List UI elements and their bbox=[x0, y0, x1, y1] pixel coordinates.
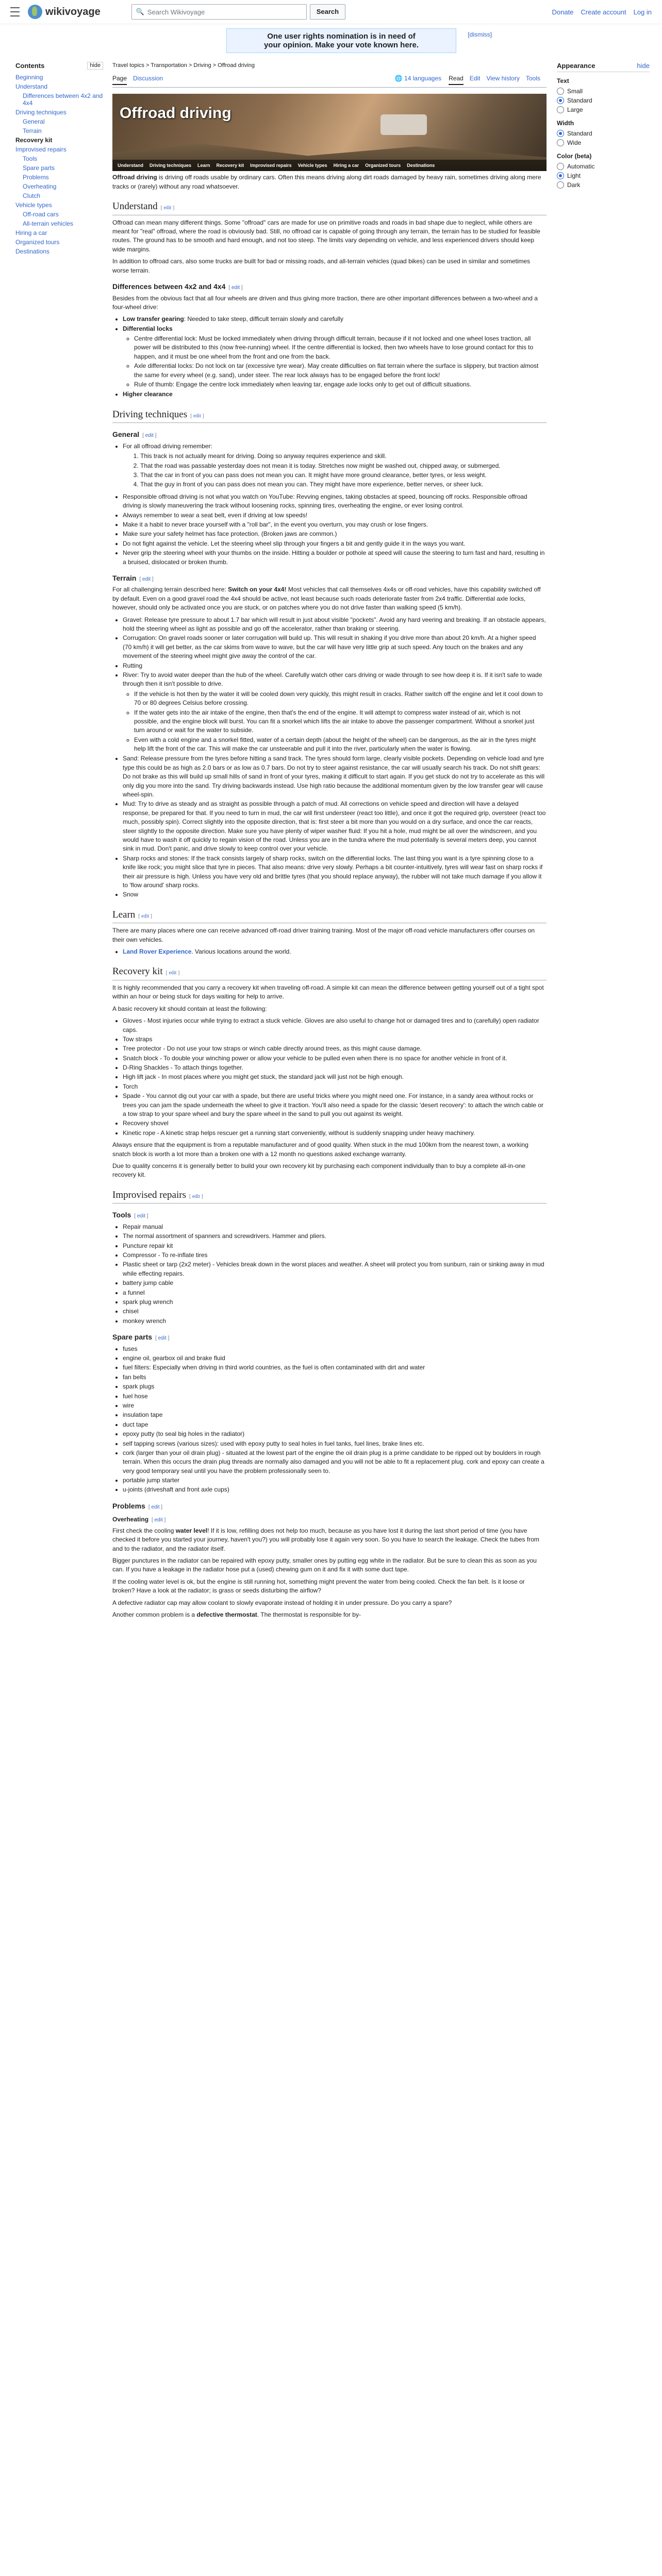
list-item: • cork (larger than your oil drain plug) - situated at the lowest part of the engine the oil drain plug is a prime candidate to be ripped out by boulders in rough terrain. When this occurs the drain plug threads are normally also damaged and you will not be able to fit a replacement plug. cork and epoxy can create a very good temporary seal until you have the problem professionally seen to. bbox=[123, 1449, 547, 1476]
heading-recovery-kit: Recovery kit [ edit ] bbox=[112, 964, 547, 980]
toc-item[interactable]: Understand bbox=[15, 83, 48, 90]
list-item: • Compressor - To re-inflate tires bbox=[123, 1251, 547, 1260]
toc-item[interactable]: All-terrain vehicles bbox=[23, 220, 74, 227]
radio-icon bbox=[557, 88, 564, 95]
list-item: • spark plugs bbox=[123, 1382, 547, 1391]
list-item: • Land Rover Experience. Various locations around the world. bbox=[123, 947, 547, 956]
toc-item[interactable]: Terrain bbox=[23, 127, 42, 134]
banner-nav-item[interactable]: Organized tours bbox=[365, 162, 401, 168]
recovery-list bbox=[112, 1016, 547, 1138]
page-tabs bbox=[112, 74, 547, 88]
list-item: 2. That the road was passable yesterday does not mean it is today. Stretches now might be washed out, chipped away, or submerged. bbox=[140, 462, 547, 470]
land-rover-link[interactable]: Land Rover Experience bbox=[123, 948, 192, 956]
list-item: • Sharp rocks and stones: If the track consists largely of sharp rocks, switch on the differential locks. The last thing you want is a tyre spinning close to a knife like rock; you might slice that tyre in pieces. That also means: drive very slowly. Perhaps a bit counter-intuitively, tyres will wear fast on sharp rocks if their air pressure is high. Unless you have very old and brittle tyres (that you should replace anyway), the rubber will not take much damage if you allow it to 'flow around' sharp rocks. bbox=[123, 854, 547, 890]
list-item: • monkey wrench bbox=[123, 1317, 547, 1326]
toc-item[interactable]: Problems bbox=[23, 174, 49, 181]
page-banner bbox=[112, 94, 547, 171]
paragraph: For all challenging terrain described here: Switch on your 4x4! Most vehicles that call themselves 4x4s or off-road vehicles, have this capability switched off by default. Even on a good gravel road the 4x4 should be active, not least because such roads deteriorate faster from 2x4 traffic. Differential axle locks, however, should only be activated once you are stuck, or on patches where you do not drive faster than walking speed (5 km/h). bbox=[112, 586, 541, 612]
list-item: ◦ Centre differential lock: Must be locked immediately when driving through difficult terrain, because if it not locked and one wheel loses traction, all power will be distributed to this (now free-running) wheel. If the centre differential is locked, then two wheels have to lose ground contact for this to happen, and it must be one wheel from the front and one from the back. bbox=[134, 334, 547, 361]
page-title: Offroad driving bbox=[120, 105, 231, 122]
list-item: • Recovery shovel bbox=[123, 1119, 547, 1128]
list-item: ◦ If the water gets into the air intake of the engine, then that's the end of the engine. It will attempt to compress water instead of air, which is not possible, and the engine block will burst. You can fit a snorkel which lifts the air intake to above the passenger compartment. Without a snorkel just turn around or wait for the water to subside. bbox=[134, 708, 547, 735]
list-item: • fan belts bbox=[123, 1373, 547, 1382]
tab-page[interactable]: Page bbox=[112, 74, 127, 85]
radio-icon bbox=[557, 163, 564, 170]
list-item: • Make sure your safety helmet has face protection. (Broken jaws are common.) bbox=[123, 530, 547, 538]
list-item: • Mud: Try to drive as steady and as straight as possible through a patch of mud. All corrections on vehicle speed and direction will have a delayed response, be prepared for that. If you need to turn in mud, the car will first understeer (react too little), and once it got the required grip, oversteer (react too much, possibly spin). Correct slightly into the opposite direction, that is: first steer a bit more than you would on a dry surface, and once the car reacts, steer slightly to the opposite direction. Make sure you have plenty of wiper washer fluid: If you hit a hole, mud might be all over the windscreen, and you would have to wash it off quickly to regain vision of the road. Unless you are in the tundra where the mud potentially is several meters deep, you cannot sink in mud. Don't panic, and drive slowly to keep control over your vehicle. bbox=[123, 800, 547, 853]
color-option[interactable] bbox=[557, 162, 650, 171]
list-item: • Snow bbox=[123, 890, 547, 899]
toc-item[interactable]: Improvised repairs bbox=[15, 146, 67, 153]
list-item: • u-joints (driveshaft and front axle cups) bbox=[123, 1485, 547, 1494]
list-item: • fuel filters: Especially when driving in third world countries, as the fuel is often contaminated with dirt and water bbox=[123, 1363, 547, 1372]
list-item: • The normal assortment of spanners and screwdrivers. Hammer and pliers. bbox=[123, 1232, 547, 1241]
list-item: ◦ Rule of thumb: Engage the centre lock immediately when leaving tar, engage axle locks only to get out of difficult situations. bbox=[134, 380, 547, 389]
heading-learn: Learn [ edit ] bbox=[112, 908, 547, 924]
tab-read[interactable]: Read bbox=[449, 74, 464, 85]
toc-item[interactable]: Tools bbox=[23, 155, 38, 162]
list-item: • self tapping screws (various sizes): used with epoxy putty to seal holes in fuel tanks, fuel lines, brake lines etc. bbox=[123, 1439, 547, 1448]
spare-parts-list bbox=[112, 1345, 547, 1495]
radio-icon bbox=[557, 139, 564, 146]
search-button[interactable]: Search bbox=[310, 4, 345, 20]
languages-button[interactable]: 🌐 14 languages bbox=[394, 74, 442, 82]
toc-list bbox=[15, 73, 103, 256]
list-item: • Puncture repair kit bbox=[123, 1242, 547, 1250]
text-size-option-label: Small bbox=[567, 88, 583, 95]
list-item: • Differential locks ◦ Centre differential lock: Must be locked immediately when driving through difficult terrain, because if it not locked and one wheel loses traction, all power will be distributed to this (now free-running) wheel. If the centre differential is locked, then two wheels have to lose ground contact for this to happen, and it must be one wheel from the front and one from the back. ◦ Axle differential locks: Do not lock on tar (excessive tyre wear). May create difficulties on flat terrain where the surface is slippery, but traction almost the same for every wheel (e.g. sand), under steer. The rear lock always has to be engaged before the front lock! ◦ Rule of thumb: Engage the centre lock immediately when leaving tar, engage axle locks only to get out of difficult situations. bbox=[123, 325, 547, 389]
text-size-option[interactable] bbox=[557, 96, 650, 105]
donate-link[interactable]: Donate bbox=[552, 8, 574, 16]
list-item: • River: Try to avoid water deeper than the hub of the wheel. Carefully watch other cars driving or wade through to see how deep it is. If it isn't safe to wade through then it isn't possible to drive. ◦ If the vehicle is hot then by the water it will be cooled down very quickly, this might result in cracks. Rather switch off the engine and let it cool down to 70 or 80 degrees Celsius before crossing. ◦ If the water gets into the air intake of the engine, then that's the end of the engine. It will attempt to compress water instead of air, which is not possible, and the engine block will burst. You can fit a snorkel which lifts the air intake to above the passenger compartment. Without a snorkel just turn around or wait for the water to subside. ◦ Even with a cold engine and a snorkel fitted, water of a certain depth (about the height of the wheel) can be dangerous, as the air in the tyres might help lift the front of the car. This will make the car unsteerable and pull it into the river, particularly when the water is flowing. bbox=[123, 671, 547, 754]
width-option-label: Standard bbox=[567, 130, 592, 137]
toc-item[interactable]: Differences between 4x2 and 4x4 bbox=[23, 92, 103, 107]
differences-list bbox=[112, 315, 547, 399]
list-item: • Higher clearance bbox=[123, 390, 547, 399]
toc-item[interactable]: Beginning bbox=[15, 74, 43, 81]
terrain-list bbox=[112, 616, 547, 900]
list-item: ◦ Axle differential locks: Do not lock on tar (excessive tyre wear). May create difficulties on flat terrain where the surface is slippery, but traction almost the same for every wheel (e.g. sand), under steer. The rear lock always has to be engaged before the front lock! bbox=[134, 362, 547, 380]
toc-item[interactable]: Vehicle types bbox=[15, 201, 52, 209]
paragraph: Besides from the obvious fact that all four wheels are driven and thus giving more traction, there are other important differences between a two-wheel and a four-wheel drive: bbox=[112, 294, 538, 311]
banner-nav-item[interactable]: Recovery kit bbox=[216, 162, 244, 168]
banner-vehicle bbox=[380, 114, 427, 135]
list-item: • Tow straps bbox=[123, 1035, 547, 1044]
tools-list bbox=[112, 1223, 547, 1326]
breadcrumb[interactable]: Travel topics > Transportation > Driving > Offroad driving bbox=[112, 62, 255, 69]
width-label: Width bbox=[557, 120, 574, 127]
banner-nav-item[interactable]: Driving techniques bbox=[150, 162, 192, 168]
text-size-label: Text bbox=[557, 77, 569, 84]
list-item: • Gravel: Release tyre pressure to about 1.7 bar which will result in just about visible "pockets". Avoid any hard veering and breaking. If an obstacle appears, hold the steering wheel as light as possible and go off the accelerator, rather than braking or steering. bbox=[123, 616, 547, 634]
banner-nav-item[interactable]: Improvised repairs bbox=[250, 162, 292, 168]
list-item: • Responsible offroad driving is not what you watch on YouTube: Revving engines, taking obstacles at speed, bouncing off rocks. Responsible offroad driving is slowly maneuvering the track without loosening rocks, spinning tires, overheating the engine, or ever losing control. bbox=[123, 493, 547, 511]
list-item: • For all offroad driving remember: 1. This track is not actually meant for driving. Doing so anyway requires experience and skill. 2. That the road was passable yesterday does not mean it is today. Stretches now might be washed out, chipped away, or submerged. 3. That the car in front of you can pass does not mean you can. It might have more ground clearance, better tyres, or less weight. 4. That the guy in front of you can pass does not mean you can. They might have more experience, better nerves, or sheer luck. bbox=[123, 442, 547, 489]
width-option[interactable] bbox=[557, 138, 650, 147]
list-item: • epoxy putty (to seal big holes in the radiator) bbox=[123, 1430, 547, 1438]
banner-nav bbox=[112, 160, 547, 171]
toc-item[interactable]: Clutch bbox=[23, 192, 41, 199]
radio-icon bbox=[557, 172, 564, 179]
paragraph: Another common problem is a defective thermostat. The thermostat is responsible for by- bbox=[112, 1611, 361, 1618]
paragraph: In addition to offroad cars, also some trucks are built for bad or missing roads, and all-terrain vehicles (quad bikes) can be used in similar and sometimes worse terrain. bbox=[112, 258, 531, 274]
appearance-hide-button[interactable]: hide bbox=[637, 62, 650, 70]
list-item: • Never grip the steering wheel with your thumbs on the inside. Hitting a boulder or pothole at speed will cause the steering to turn fast and hard, resulting in a bruised, dislocated or broken thumb. bbox=[123, 549, 547, 567]
site-notice: One user rights nomination is in need of your opinion. Make your vote known here. [dismiss] bbox=[226, 28, 456, 53]
heading-differences: Differences between 4x2 and 4x4 [ edit ] bbox=[112, 282, 243, 291]
text-size-option[interactable] bbox=[557, 105, 650, 114]
list-item: • battery jump cable bbox=[123, 1279, 547, 1287]
radio-icon bbox=[557, 106, 564, 113]
color-option-label: Light bbox=[567, 172, 581, 179]
heading-understand: Understand [ edit ] bbox=[112, 199, 547, 215]
list-item: • High lift jack - In most places where you might get stuck, the standard jack will just not be high enough. bbox=[123, 1073, 547, 1081]
banner-nav-item[interactable]: Vehicle types bbox=[297, 162, 327, 168]
paragraph: If the cooling water level is ok, but the engine is still running hot, something might prevent the water from being cooled. Check the fan belt. Is it loose or broken? Have a look at the radiator; is grass or seeds disturbing the airflow? bbox=[112, 1578, 525, 1595]
list-item: • Snatch block - To double your winching power or allow your vehicle to be pulled even when there is no space for another vehicle in front of it. bbox=[123, 1054, 547, 1063]
paragraph: A basic recovery kit should contain at least the following: bbox=[112, 1005, 267, 1012]
list-item: 1. This track is not actually meant for driving. Doing so anyway requires experience and skill. bbox=[140, 452, 547, 461]
color-option-label: Automatic bbox=[567, 163, 595, 170]
text-size-option-label: Standard bbox=[567, 97, 592, 104]
heading-general: General [ edit ] bbox=[112, 430, 157, 439]
toc-item[interactable]: Hiring a car bbox=[15, 229, 47, 236]
paragraph: Bigger punctures in the radiator can be repaired with epoxy putty, smaller ones by putting egg white in the radiator. But be sure to clean this as soon as you can. If you have a leakage in the radiator hose put a (used) chewing gum on it and fix it with some duct tape. bbox=[112, 1557, 537, 1573]
site-name: wikivoyage bbox=[45, 6, 101, 18]
toc-item[interactable]: Recovery kit bbox=[15, 137, 53, 144]
paragraph: Always ensure that the equipment is from a reputable manufacturer and of good quality. When stuck in the mud 100km from the nearest town, a working snatch block is worth a lot more than a broken one with a 12 month no questions asked exchange warranty. bbox=[112, 1141, 528, 1158]
general-list bbox=[112, 442, 547, 567]
list-item: • duct tape bbox=[123, 1420, 547, 1429]
user-links bbox=[552, 8, 652, 16]
create-account-link[interactable]: Create account bbox=[581, 8, 626, 16]
heading-overheating: Overheating [ edit ] bbox=[112, 1516, 166, 1523]
toc-item[interactable]: General bbox=[23, 118, 45, 125]
list-item: 4. That the guy in front of you can pass does not mean you can. They might have more experience, better nerves, or sheer luck. bbox=[140, 480, 547, 489]
intro-paragraph: Offroad driving is driving off roads usable by ordinary cars. Often this means driving along dirt roads damaged by heavy rain, sometimes driving along mere tracks or (rarely) without any road whatsoever. bbox=[112, 174, 541, 190]
list-item: • Torch bbox=[123, 1082, 547, 1091]
paragraph: It is highly recommended that you carry a recovery kit when traveling off-road. A simple kit can mean the difference between getting yourself out of a tight spot within an hour or being stuck for days waiting for help to arrive. bbox=[112, 984, 544, 1001]
toc-title: Contents bbox=[15, 62, 45, 70]
toc-item[interactable]: Organized tours bbox=[15, 239, 60, 246]
tab-tools[interactable]: Tools bbox=[525, 74, 540, 82]
main-content bbox=[112, 62, 547, 1622]
learn-list bbox=[112, 947, 547, 956]
heading-improvised-repairs: Improvised repairs [ edit ] bbox=[112, 1188, 547, 1204]
search-icon: 🔍 bbox=[136, 8, 144, 15]
list-item: • Repair manual bbox=[123, 1223, 547, 1231]
list-item: • Corrugation: On gravel roads sooner or later corrugation will build up. This will result in shaking if you drive more than about 20 km/h. At a higher speed (70 km/h) it will get better, as the car skims from wave to wave, but the car will have very little grip at such speed. Any touch on the brakes and any movement of the steering wheel might give away the control of the car. bbox=[123, 634, 547, 660]
paragraph: Due to quality concerns it is generally better to build your own recovery kit by purchasing each component individually than to buy a complete all-in-one recovery kit. bbox=[112, 1162, 526, 1179]
color-option[interactable] bbox=[557, 180, 650, 190]
heading-terrain: Terrain [ edit ] bbox=[112, 573, 154, 582]
list-item: • fuses bbox=[123, 1345, 547, 1353]
tab-edit[interactable]: Edit bbox=[469, 74, 481, 82]
appearance-title: Appearance bbox=[557, 62, 595, 70]
list-item: • Gloves - Most injuries occur while trying to extract a stuck vehicle. Gloves are also useful to change hot or damaged tires and to (carefully) open radiator caps. bbox=[123, 1016, 547, 1035]
dismiss-link[interactable]: [dismiss] bbox=[468, 31, 492, 38]
list-item: • Do not fight against the vehicle. Let the steering wheel slip through your fingers a bit and gently guide it in the ways you want. bbox=[123, 539, 547, 548]
login-link[interactable]: Log in bbox=[633, 8, 652, 16]
list-item: ◦ If the vehicle is hot then by the water it will be cooled down very quickly, this might result in cracks. Rather switch off the engine and let it cool down to 70 or 80 degrees Celsius before crossing. bbox=[134, 690, 547, 708]
list-item: • engine oil, gearbox oil and brake fluid bbox=[123, 1354, 547, 1363]
tab-discussion[interactable]: Discussion bbox=[133, 74, 163, 82]
text-size-option[interactable] bbox=[557, 87, 650, 96]
list-item: • Kinetic rope - A kinetic strap helps rescuer get a running start conveniently, without is suddenly snapping under heavy machinery. bbox=[123, 1129, 547, 1138]
heading-driving-techniques: Driving techniques [ edit ] bbox=[112, 408, 547, 423]
color-label: Color (beta) bbox=[557, 152, 592, 160]
tab-history[interactable]: View history bbox=[486, 74, 520, 82]
site-logo[interactable] bbox=[28, 5, 101, 19]
radio-icon bbox=[557, 130, 564, 137]
radio-icon bbox=[557, 97, 564, 104]
list-item: • Plastic sheet or tarp (2x2 meter) - Vehicles break down in the worst places and weather. A sheet will protect you from sunburn, rain or sinking away in mud while effecting repairs. bbox=[123, 1260, 547, 1278]
globe-icon bbox=[28, 5, 42, 19]
width-option[interactable] bbox=[557, 129, 650, 138]
appearance-panel bbox=[557, 62, 650, 190]
text-size-option-label: Large bbox=[567, 106, 583, 113]
banner-nav-item[interactable]: Understand bbox=[118, 162, 144, 168]
list-item: • insulation tape bbox=[123, 1411, 547, 1419]
color-option[interactable] bbox=[557, 171, 650, 180]
radio-icon bbox=[557, 181, 564, 189]
search-input[interactable]: 🔍 Search Wikivoyage bbox=[131, 4, 307, 20]
list-item: • wire bbox=[123, 1401, 547, 1410]
width-option-label: Wide bbox=[567, 139, 582, 146]
list-item: 3. That the car in front of you can pass does not mean you can. It might have more ground clearance, better tyres, or less weight. bbox=[140, 471, 547, 480]
heading-tools: Tools [ edit ] bbox=[112, 1211, 148, 1219]
paragraph: First check the cooling water level! If it is low, refilling does not help too much, because as you have lost it during the last short period of time (you have checked it before you started your journey, haven't you?) you will probably lose it again very soon. So you have to search the leakage. Check the tubes from and to the radiator, and the radiator itself. bbox=[112, 1527, 539, 1552]
color-option-label: Dark bbox=[567, 181, 581, 189]
banner-nav-item[interactable]: Destinations bbox=[407, 162, 435, 168]
toc-item[interactable]: Driving techniques bbox=[15, 109, 67, 116]
toc-item[interactable]: Destinations bbox=[15, 248, 50, 255]
toc-item[interactable]: Overheating bbox=[23, 183, 57, 190]
list-item: • Low transfer gearing: Needed to take steep, difficult terrain slowly and carefully bbox=[123, 315, 547, 324]
list-item: • portable jump starter bbox=[123, 1476, 547, 1485]
list-item: • Spade - You cannot dig out your car with a spade, but there are useful tricks where you might need one. For instance, in a sandy area without rocks or trees you can jam the spade underneath the wheel to give it traction. You'll also need a spade for the classic 'desert recovery': to attach the winch cable or a tow strap to your spare wheel and bury the spare wheel in the sand to pull you out against its weight. bbox=[123, 1092, 547, 1118]
list-item: • chisel bbox=[123, 1307, 547, 1316]
list-item: • Rutting bbox=[123, 662, 547, 670]
list-item: • Tree protector - Do not use your tow straps or winch cable directly around trees, as this might cause damage. bbox=[123, 1044, 547, 1053]
toc-item[interactable]: Off-road cars bbox=[23, 211, 59, 218]
banner-nav-item[interactable]: Hiring a car bbox=[333, 162, 359, 168]
heading-problems: Problems [ edit ] bbox=[112, 1501, 163, 1510]
paragraph: A defective radiator cap may allow coolant to slowly evaporate instead of holding it in under pressure. Do you carry a spare? bbox=[112, 1599, 452, 1606]
search-form bbox=[131, 4, 345, 20]
toc-hide-button[interactable]: hide bbox=[87, 62, 103, 70]
list-item: • a funnel bbox=[123, 1289, 547, 1297]
toc-item[interactable]: Spare parts bbox=[23, 164, 55, 172]
site-header bbox=[0, 0, 662, 24]
paragraph: Offroad can mean many different things. Some "offroad" cars are made for use on primitive roads and roads in bad shape due to neglect, while others are meant for "real" offroad, where the road is obviously bad. Still, no offroad car is capable of going through any terrain, the terrain has to be studied for feasible routes. The ground has to be smooth and hard enough, and not too steep. The limits vary depending on vehicle, and less experienced drivers should keep wide margins. bbox=[112, 218, 540, 253]
list-item: • spark plug wrench bbox=[123, 1298, 547, 1307]
banner-nav-item[interactable]: Learn bbox=[197, 162, 210, 168]
edit-link[interactable]: edit bbox=[163, 205, 172, 211]
list-item: • Always remember to wear a seat belt, even if driving at low speeds! bbox=[123, 511, 547, 520]
paragraph: There are many places where one can receive advanced off-road driver training training. Most of the major off-road vehicle manufacturers offer courses on their own vehicles. bbox=[112, 927, 535, 943]
list-item: • fuel hose bbox=[123, 1392, 547, 1401]
main-menu-icon[interactable] bbox=[10, 7, 20, 16]
list-item: ◦ Even with a cold engine and a snorkel fitted, water of a certain depth (about the height of the wheel) can be dangerous, as the air in the tyres might help lift the front of the car. This will make the car unsteerable and pull it into the river, particularly when the water is flowing. bbox=[134, 736, 547, 754]
list-item: • Sand: Release pressure from the tyres before hitting a sand track. The tyres should form large, clearly visible pockets. Depending on vehicle load and tyre type this could be as high as 2.0 bars or as low as 0.7 bars. Do not try to steer against resistance, the car will usually search his track. Do not shift gears: Do not brake as this will build up small hills of sand in front of your tyres, making it difficult to start again. If you get stuck do not try to accelerate as this will only dig you more into the sand. Try driving backwards instead. Use high ratio because the additional momentum given by the low transfer gear will cause wheel-spin. bbox=[123, 754, 547, 799]
list-item: • Make it a habit to never brace yourself with a "roll bar", in the event you overturn, you may crush or lose fingers. bbox=[123, 520, 547, 529]
table-of-contents bbox=[15, 62, 103, 256]
heading-spare-parts: Spare parts [ edit ] bbox=[112, 1333, 170, 1342]
list-item: • D-Ring Shackles - To attach things together. bbox=[123, 1063, 547, 1072]
